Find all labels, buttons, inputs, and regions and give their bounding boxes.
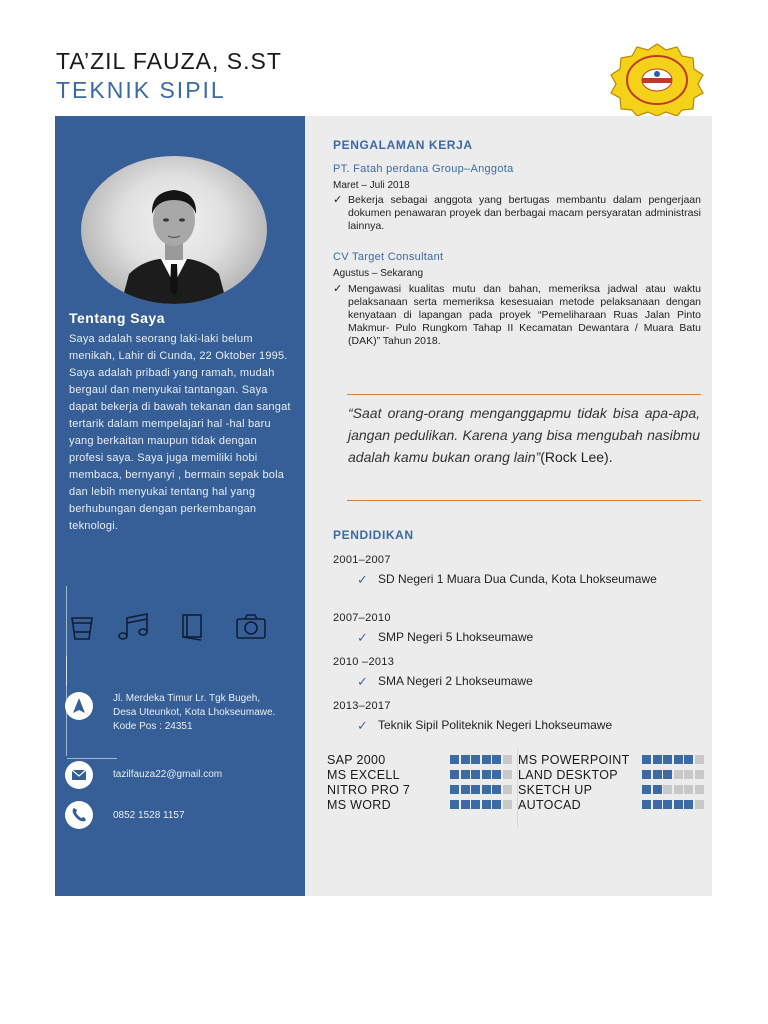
skill-name: SAP 2000 (327, 753, 386, 767)
education-years: 2013–2017 (333, 700, 391, 712)
skill-name: LAND DESKTOP (518, 768, 618, 782)
skill-level-square (471, 785, 480, 794)
skill-level-bar (450, 785, 513, 794)
quote-block (348, 402, 700, 468)
sidebar (55, 116, 305, 896)
skill-level-square (471, 800, 480, 809)
skill-level-square (695, 755, 704, 764)
skill-level-square (674, 800, 683, 809)
quote-author: (Rock Lee). (540, 449, 613, 465)
skill-level-square (653, 800, 662, 809)
skill-level-square (684, 770, 693, 779)
skill-level-square (695, 770, 704, 779)
skill-level-bar (450, 800, 513, 809)
department-heading: TEKNIK SIPIL (56, 77, 226, 103)
skill-level-square (684, 785, 693, 794)
skill-level-square (492, 800, 501, 809)
education-school (357, 718, 657, 733)
skill-level-square (482, 785, 491, 794)
music-note-icon (117, 612, 147, 642)
skill-level-square (653, 770, 662, 779)
skill-name: AUTOCAD (518, 798, 581, 812)
quote-bottom-rule (347, 500, 701, 501)
skill-level-square (503, 785, 512, 794)
skill-level-square (503, 770, 512, 779)
education-school-text: SD Negeri 1 Muara Dua Cunda, Kota Lhokseumawe (378, 572, 657, 586)
skill-level-square (642, 770, 651, 779)
skill-level-square (461, 755, 470, 764)
job-description (333, 283, 701, 348)
checkmark-icon: ✓ (357, 718, 368, 733)
skill-level-square (653, 785, 662, 794)
skill-level-square (492, 785, 501, 794)
skill-level-square (461, 770, 470, 779)
skill-level-bar (642, 800, 705, 809)
skill-level-square (663, 785, 672, 794)
skill-level-square (674, 755, 683, 764)
job-date: Agustus – Sekarang (333, 268, 424, 279)
skill-level-square (471, 755, 480, 764)
skill-level-square (653, 755, 662, 764)
email-text[interactable]: tazilfauza22@gmail.com (113, 769, 223, 780)
job-title: PT. Fatah perdana Group–Anggota (333, 163, 514, 175)
skill-level-square (450, 755, 459, 764)
experience-title: PENGALAMAN KERJA (333, 138, 473, 152)
education-school (357, 674, 657, 689)
education-years: 2007–2010 (333, 612, 391, 624)
checkmark-icon: ✓ (357, 572, 368, 587)
education-years: 2010 –2013 (333, 656, 395, 668)
skill-level-square (684, 755, 693, 764)
checkmark-icon: ✓ (357, 674, 368, 689)
skill-level-square (492, 770, 501, 779)
job-title: CV Target Consultant (333, 251, 444, 263)
skill-level-square (482, 800, 491, 809)
skill-level-square (642, 800, 651, 809)
phone-text[interactable]: 0852 1528 1157 (113, 810, 185, 821)
quote-text: “Saat orang-orang menganggapmu tidak bisa apa-apa, jangan pedulikan. Karena yang bisa mengubah nasibmu adalah kamu bukan orang lain” (348, 405, 700, 465)
checkmark-icon: ✓ (333, 194, 343, 206)
job-description-text: Bekerja sebagai anggota yang bertugas membantu dalam pengerjaan dokumen penawaran proyek dan berbagai macam persyaratan administrasi lainnya. (348, 194, 701, 232)
phone-icon (65, 801, 93, 829)
job-date: Maret – Juli 2018 (333, 180, 410, 191)
skill-level-square (674, 770, 683, 779)
skill-level-square (450, 785, 459, 794)
skill-level-square (450, 800, 459, 809)
about-title: Tentang Saya (69, 310, 165, 326)
skill-level-square (695, 785, 704, 794)
education-school (357, 630, 657, 645)
job-description (333, 194, 701, 233)
skill-level-bar (642, 770, 705, 779)
skill-level-square (503, 755, 512, 764)
skill-level-square (461, 785, 470, 794)
skill-level-bar (642, 755, 705, 764)
job-description-text: Mengawasi kualitas mutu dan bahan, memeriksa jadwal atau waktu pelaksanaan serta memeriksa kesesuaian metode pelaksanaan dengan kenyataan di lapangan pada proyek “Pemeliharaan Ruas Jalan Pinto Makmur- Pulo Rungkom Tahap II Kecamatan Dewantara / Muara Batu (DAK)” Tahun 2018. (348, 283, 701, 347)
skill-level-square (663, 770, 672, 779)
coffee-cup-icon (67, 612, 97, 642)
skill-level-square (642, 785, 651, 794)
skill-level-square (663, 755, 672, 764)
skill-level-square (663, 800, 672, 809)
main-panel (305, 116, 712, 896)
hobbies-row (67, 612, 287, 642)
skill-level-square (471, 770, 480, 779)
skill-name: SKETCH UP (518, 783, 593, 797)
profile-photo (81, 156, 267, 304)
name-heading: TA’ZIL FAUZA, S.ST (56, 48, 282, 74)
skill-name: MS POWERPOINT (518, 753, 630, 767)
skill-level-bar (450, 755, 513, 764)
checkmark-icon: ✓ (333, 283, 343, 295)
skill-level-square (695, 800, 704, 809)
camera-icon (235, 612, 265, 642)
skill-name: MS EXCELL (327, 768, 400, 782)
education-school-text: Teknik Sipil Politeknik Negeri Lhokseumawe (378, 718, 613, 732)
quote-top-rule (347, 394, 701, 395)
skill-name: NITRO PRO 7 (327, 783, 411, 797)
education-school-text: SMP Negeri 5 Lhokseumawe (378, 630, 534, 644)
location-icon (65, 692, 93, 720)
education-years: 2001–2007 (333, 554, 391, 566)
address-text: Jl. Merdeka Timur Lr. Tgk Bugeh, Desa Uteunkot, Kota Lhokseumawe. Kode Pos : 24351 (113, 693, 276, 732)
contact-divider (67, 758, 117, 759)
skill-level-square (503, 800, 512, 809)
checkmark-icon: ✓ (357, 630, 368, 645)
email-icon (65, 761, 93, 789)
skill-name: MS WORD (327, 798, 391, 812)
skill-level-square (461, 800, 470, 809)
education-school (357, 572, 657, 587)
skill-level-square (450, 770, 459, 779)
skill-level-square (674, 785, 683, 794)
education-school-text: SMA Negeri 2 Lhokseumawe (378, 674, 533, 688)
skill-level-square (482, 770, 491, 779)
politeknik-logo (606, 42, 708, 116)
skill-level-square (482, 755, 491, 764)
skill-level-square (642, 755, 651, 764)
book-icon (177, 612, 207, 642)
education-title: PENDIDIKAN (333, 528, 414, 542)
skill-level-square (492, 755, 501, 764)
about-text: Saya adalah seorang laki-laki belum menikah, Lahir di Cunda, 22 Oktober 1995. Saya adalah pribadi yang ramah, mudah bergaul dan menyukai tantangan. Saya dapat bekerja di bawah tekanan dan sangat tertarik dalam mempelajari hal -hal baru yang berkaitan maupun tidak dengan profesi saya. Saya juga memiliki hobi membaca, bernyanyi , bermain sepak bola dan lebih menyukai tentang hal yang berhubungan dengan perkembangan teknologi. (69, 333, 291, 532)
skill-level-bar (642, 785, 705, 794)
skill-level-bar (450, 770, 513, 779)
skill-level-square (684, 800, 693, 809)
